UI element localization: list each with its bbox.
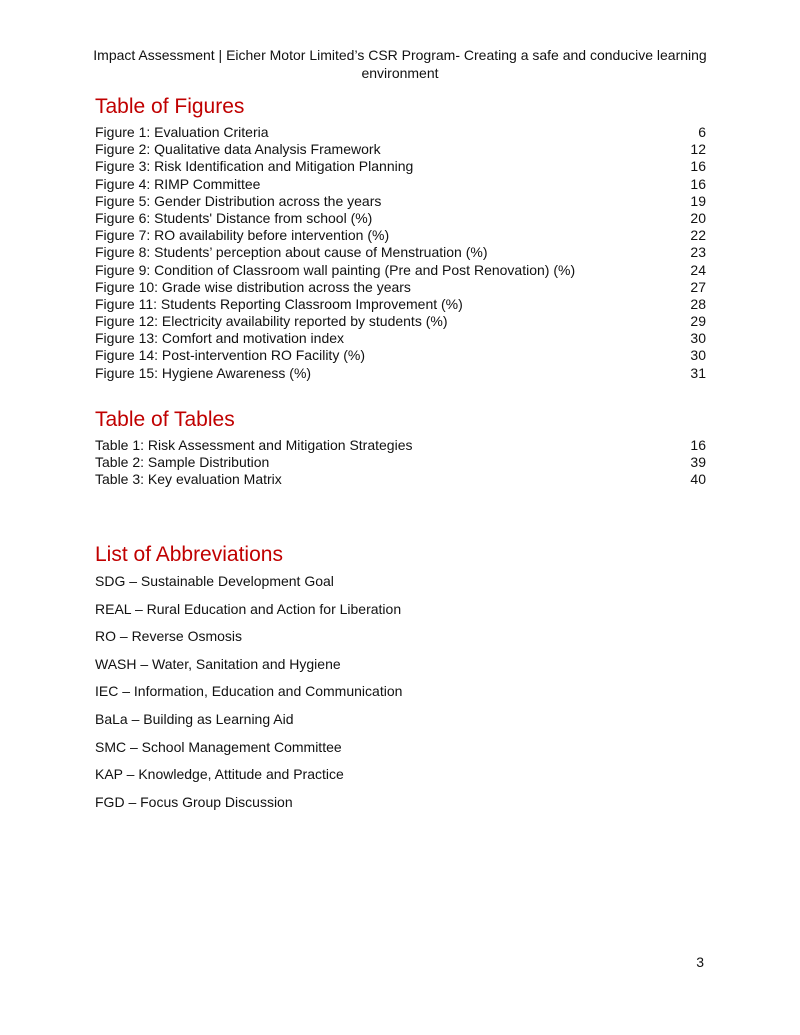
table-entry-label: Table 1: Risk Assessment and Mitigation Strategies: [95, 437, 413, 453]
abbreviation-item: WASH – Water, Sanitation and Hygiene: [95, 655, 341, 672]
figure-entry[interactable]: [95, 227, 706, 244]
abbreviation-item: REAL – Rural Education and Action for Liberation: [95, 600, 402, 617]
figure-entry-label: Figure 11: Students Reporting Classroom Improvement (%): [95, 295, 463, 312]
figure-entry[interactable]: [95, 365, 706, 382]
figure-entry-page: 30: [690, 330, 706, 347]
figure-entry-label: Figure 1: Evaluation Criteria: [95, 124, 269, 140]
figure-entry-label: Figure 15: Hygiene Awareness (%): [95, 364, 312, 381]
figure-entry-page: 29: [690, 313, 706, 330]
figure-entry-page: 20: [690, 209, 706, 226]
figure-entry-page: 24: [690, 261, 706, 278]
figure-entry[interactable]: [95, 210, 706, 227]
figure-entry-label: Figure 2: Qualitative data Analysis Framework: [95, 141, 381, 158]
figure-entry[interactable]: [95, 244, 706, 261]
table-entry[interactable]: [95, 437, 706, 454]
figure-entry[interactable]: [95, 347, 706, 364]
abbreviation-item: KAP – Knowledge, Attitude and Practice: [95, 766, 344, 783]
figure-entry[interactable]: [95, 176, 706, 193]
figure-entry-label: Figure 13: Comfort and motivation index: [95, 330, 345, 347]
figure-entry-page: 16: [690, 175, 706, 192]
table-entry-label: Table 3: Key evaluation Matrix: [95, 471, 282, 488]
table-entry-page: 39: [690, 454, 706, 471]
figure-entry-page: 31: [690, 364, 706, 381]
figure-entry-label: Figure 8: Students’ perception about cause of Menstruation (%): [95, 244, 488, 261]
figure-entry-page: 16: [690, 158, 706, 175]
figure-entry[interactable]: [95, 124, 706, 141]
figure-entry-label: Figure 4: RIMP Committee: [95, 175, 261, 192]
figure-entry-page: 12: [690, 141, 706, 158]
abbreviations-title: List of Abbreviations: [95, 543, 283, 566]
figures-title: Table of Figures: [95, 95, 245, 118]
table-entry-page: 16: [690, 437, 706, 453]
figure-entry-page: 6: [698, 124, 706, 140]
header-line-1: Impact Assessment | Eicher Motor Limited’s CSR Program- Creating a safe and conducive learning: [93, 47, 707, 63]
page-number: 3: [696, 954, 704, 970]
figure-entry-page: 23: [690, 244, 706, 261]
figure-entry[interactable]: [95, 193, 706, 210]
figure-entry-label: Figure 5: Gender Distribution across the years: [95, 192, 382, 209]
page-header: [80, 46, 720, 82]
figure-entry[interactable]: [95, 330, 706, 347]
table-entry[interactable]: [95, 471, 706, 488]
figure-entry-page: 27: [690, 278, 706, 295]
tables-title: Table of Tables: [95, 408, 235, 431]
tables-list: [95, 437, 706, 489]
figure-entry[interactable]: [95, 279, 706, 296]
figure-entry[interactable]: [95, 296, 706, 313]
abbreviation-item: BaLa – Building as Learning Aid: [95, 710, 294, 727]
figure-entry[interactable]: [95, 141, 706, 158]
table-entry-label: Table 2: Sample Distribution: [95, 454, 270, 471]
figure-entry-page: 22: [690, 227, 706, 244]
abbreviation-item: RO – Reverse Osmosis: [95, 628, 243, 645]
figure-entry-label: Figure 14: Post-intervention RO Facility (%): [95, 347, 365, 364]
figure-entry-label: Figure 3: Risk Identification and Mitigation Planning: [95, 158, 414, 175]
abbreviation-item: FGD – Focus Group Discussion: [95, 793, 293, 810]
abbreviation-item: SMC – School Management Committee: [95, 738, 342, 755]
header-line-2: environment: [361, 65, 439, 81]
figure-entry-page: 30: [690, 347, 706, 364]
abbreviations-list: [95, 573, 402, 821]
figure-entry-label: Figure 7: RO availability before intervention (%): [95, 227, 390, 244]
figure-entry[interactable]: [95, 313, 706, 330]
figure-entry-label: Figure 9: Condition of Classroom wall painting (Pre and Post Renovation) (%): [95, 261, 576, 278]
table-entry[interactable]: [95, 454, 706, 471]
figure-entry-page: 19: [690, 192, 706, 209]
figure-entry-label: Figure 12: Electricity availability reported by students (%): [95, 313, 448, 330]
abbreviation-item: SDG – Sustainable Development Goal: [95, 573, 334, 589]
figure-entry-label: Figure 10: Grade wise distribution across the years: [95, 278, 411, 295]
table-entry-page: 40: [690, 471, 706, 488]
figure-entry[interactable]: [95, 158, 706, 175]
figure-entry-label: Figure 6: Students' Distance from school (%): [95, 209, 373, 226]
figures-list: [95, 124, 706, 382]
abbreviation-item: IEC – Information, Education and Communication: [95, 683, 403, 700]
figure-entry[interactable]: [95, 262, 706, 279]
figure-entry-page: 28: [690, 295, 706, 312]
